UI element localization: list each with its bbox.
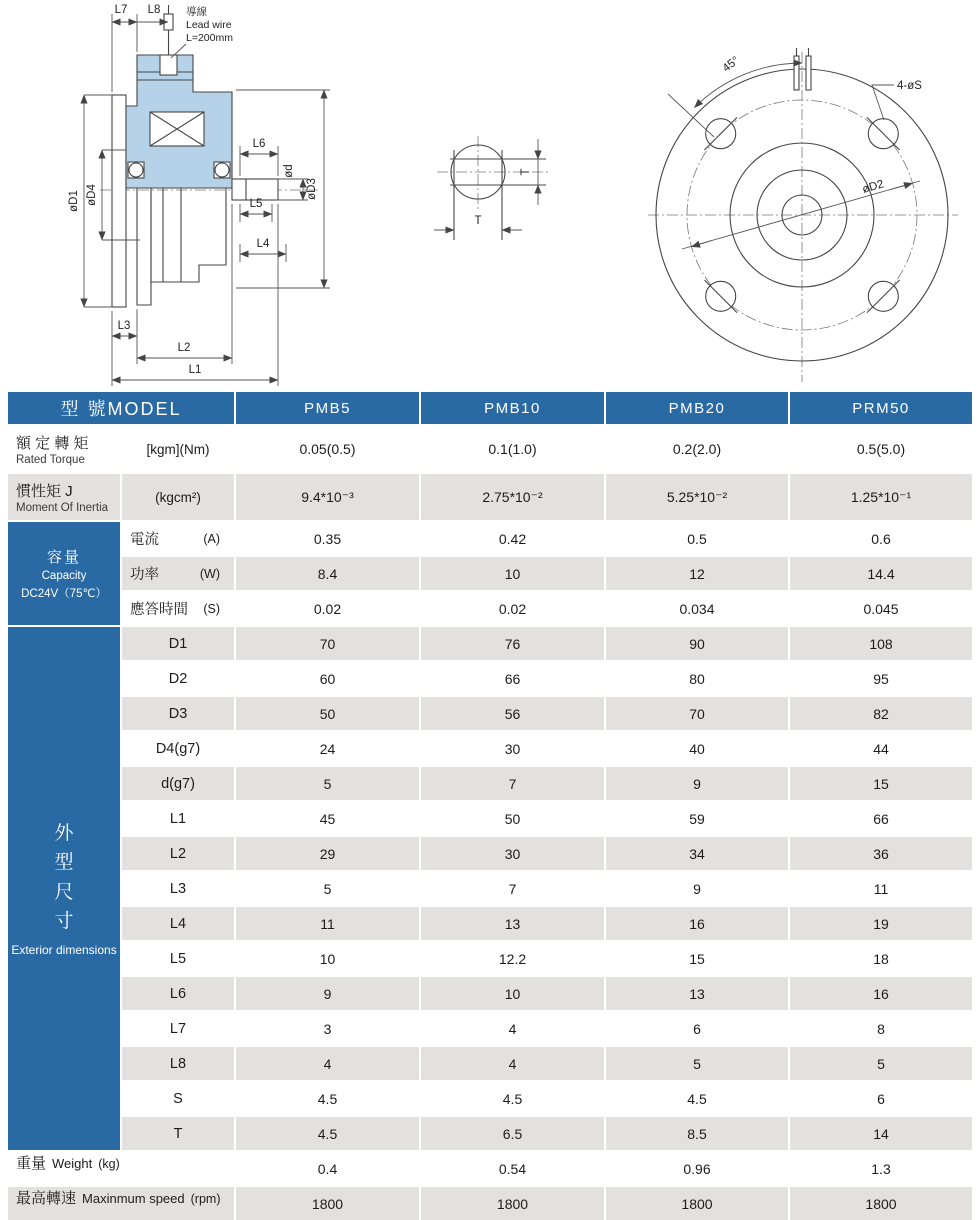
model-column-header (606, 392, 788, 424)
value: 0.1(1.0) (488, 441, 537, 457)
value-cell (606, 1117, 788, 1150)
value-cell (790, 592, 972, 625)
value-cell (606, 872, 788, 905)
dim-label-4-os: 4-øS (897, 80, 922, 92)
capacity-row-label (122, 592, 234, 625)
value: 12 (689, 565, 705, 582)
value-cell (236, 907, 419, 940)
value-cell (236, 592, 419, 625)
dimension-row-label (122, 627, 234, 660)
value: 82 (873, 705, 889, 722)
technical-drawings (0, 0, 980, 392)
capacity-row-label-cn: 功率 (130, 567, 159, 583)
value-cell (421, 1012, 604, 1045)
capacity-row-label-cn: 電流 (130, 532, 159, 548)
dim-label-l5: L5 (249, 198, 263, 210)
value: 56 (504, 705, 521, 722)
capacity-label-cn: 容量 (46, 549, 81, 566)
dim-label-l6: L6 (252, 138, 266, 150)
dim-label-od1: øD1 (68, 190, 80, 212)
model-column-header (790, 392, 972, 424)
value-cell (606, 522, 788, 555)
value-cell (421, 426, 604, 472)
model-header-cell (8, 392, 234, 424)
value: 15 (689, 950, 705, 967)
model-column-header (236, 392, 419, 424)
dimension-symbol: L5 (169, 950, 187, 967)
value: 24 (319, 740, 336, 757)
value-cell (606, 592, 788, 625)
value: 0.5(5.0) (856, 441, 906, 457)
value-cell (606, 1047, 788, 1080)
dimension-symbol: D4(g7) (155, 740, 201, 757)
lead-wire-label-en: Lead wire (186, 19, 232, 31)
value-cell (606, 697, 788, 730)
value-cell (606, 732, 788, 765)
capacity-row-unit: (W) (199, 566, 220, 581)
value-cell (421, 977, 604, 1010)
value: 5 (323, 775, 332, 792)
value-cell (236, 942, 419, 975)
value-cell (606, 942, 788, 975)
value: 95 (873, 670, 889, 687)
spec-label-cn: 額 定 轉 矩 (16, 435, 89, 452)
value-cell (606, 1082, 788, 1115)
dim-label-t-bottom: T (474, 215, 482, 227)
value: 30 (504, 740, 521, 757)
dimension-symbol: D3 (168, 705, 188, 722)
value-cell (606, 837, 788, 870)
value-cell (790, 837, 972, 870)
value-cell (790, 557, 972, 590)
value-cell (606, 802, 788, 835)
value-cell (421, 907, 604, 940)
value: 6 (877, 1090, 885, 1107)
value: 30 (504, 845, 521, 862)
value-cell (236, 627, 419, 660)
lead-wire-length-label: L=200mm (186, 32, 233, 44)
value: 10 (319, 950, 336, 967)
value-cell (606, 1187, 788, 1220)
footer-row-label (8, 1152, 234, 1185)
spec-unit: (kgcm²) (155, 489, 201, 505)
value-cell (236, 732, 419, 765)
value-cell (606, 557, 788, 590)
value: 9.4*10⁻³ (301, 488, 354, 505)
drawings-svg (0, 0, 980, 392)
spec-row-label (8, 426, 120, 472)
footer-label-cn: 最高轉速 (16, 1190, 77, 1207)
value-cell (236, 837, 419, 870)
model-name: PRM50 (852, 399, 910, 417)
value-cell (790, 474, 972, 520)
specification-table (8, 392, 972, 1220)
value: 0.02 (498, 600, 527, 617)
value: 108 (869, 635, 893, 652)
dimension-row-label (122, 907, 234, 940)
value: 14 (873, 1125, 889, 1142)
footer-unit: (rpm) (190, 1192, 221, 1206)
dimension-row-label (122, 1082, 234, 1115)
dimensions-label-en: Exterior dimensions (11, 942, 117, 957)
dim-label-l8: L8 (147, 4, 161, 16)
dim-label-l3: L3 (117, 320, 131, 332)
model-name: PMB5 (304, 399, 351, 417)
value: 59 (689, 810, 705, 827)
value-cell (790, 732, 972, 765)
dim-label-l1: L1 (188, 364, 202, 376)
footer-label-en: Maxinmum speed (82, 1191, 185, 1206)
dimension-symbol: L7 (169, 1020, 187, 1037)
value-cell (606, 474, 788, 520)
value: 0.42 (498, 530, 527, 547)
value: 4.5 (317, 1090, 338, 1107)
capacity-label-en: Capacity (41, 570, 87, 582)
dim-label-l4: L4 (256, 238, 270, 250)
dim-label-l7: L7 (114, 4, 128, 16)
value-cell (790, 907, 972, 940)
dimension-row-label (122, 977, 234, 1010)
value-cell (790, 1117, 972, 1150)
spec-label-cn: 慣性矩 J (16, 483, 73, 500)
capacity-row-unit: (S) (203, 601, 220, 616)
capacity-header-cell (8, 522, 120, 625)
dim-label-t-side: T (520, 168, 532, 176)
dim-label-l2: L2 (177, 342, 191, 354)
dimension-symbol: L4 (169, 915, 187, 932)
value: 1.3 (871, 1160, 891, 1177)
value-cell (421, 697, 604, 730)
value: 1800 (311, 1195, 344, 1212)
value: 50 (319, 705, 336, 722)
value-cell (790, 426, 972, 472)
dimension-row-label (122, 1012, 234, 1045)
footer-row-label (8, 1187, 234, 1220)
capacity-row-label (122, 522, 234, 555)
value: 1800 (496, 1195, 529, 1212)
value: 0.02 (313, 600, 342, 617)
dimension-row-label (122, 697, 234, 730)
dimension-symbol: D1 (168, 635, 188, 652)
value: 7 (508, 880, 517, 897)
model-column-header (421, 392, 604, 424)
value-cell (236, 426, 419, 472)
dim-label-od4: øD4 (86, 184, 98, 206)
value-cell (790, 767, 972, 800)
value-cell (421, 522, 604, 555)
dimension-row-label (122, 1117, 234, 1150)
dimension-symbol: L6 (169, 985, 187, 1002)
value: 5 (693, 1055, 701, 1072)
value-cell (790, 942, 972, 975)
value-cell (421, 627, 604, 660)
footer-label-en: Weight (52, 1156, 93, 1171)
value: 11 (873, 880, 889, 897)
value-cell (236, 697, 419, 730)
value-cell (790, 802, 972, 835)
value: 7 (508, 775, 517, 792)
capacity-voltage-note: DC24V（75℃） (21, 588, 107, 600)
spec-label-en: Rated Torque (16, 454, 85, 466)
value: 29 (319, 845, 336, 862)
value-cell (421, 837, 604, 870)
value: 2.75*10⁻² (482, 488, 543, 505)
value-cell (606, 977, 788, 1010)
value: 45 (319, 810, 336, 827)
value: 0.05(0.5) (299, 441, 356, 457)
value-cell (790, 1152, 972, 1185)
dimension-symbol: S (173, 1090, 183, 1107)
dimension-row-label (122, 662, 234, 695)
value-cell (606, 907, 788, 940)
value-cell (421, 557, 604, 590)
value-cell (421, 1047, 604, 1080)
value: 10 (504, 565, 521, 582)
value: 66 (504, 670, 521, 687)
value-cell (236, 1152, 419, 1185)
value-cell (421, 802, 604, 835)
value-cell (790, 627, 972, 660)
value-cell (421, 732, 604, 765)
value-cell (421, 767, 604, 800)
value: 0.35 (313, 530, 342, 547)
model-header-label: 型 號MODEL (60, 399, 182, 419)
value-cell (790, 872, 972, 905)
value: 34 (689, 845, 705, 862)
value-cell (236, 767, 419, 800)
value-cell (236, 1187, 419, 1220)
value: 6.5 (502, 1125, 523, 1142)
value-cell (606, 1012, 788, 1045)
footer-unit: (kg) (98, 1157, 120, 1171)
value-cell (236, 1047, 419, 1080)
value: 40 (689, 740, 705, 757)
value-cell (421, 1187, 604, 1220)
value: 8 (877, 1020, 885, 1037)
dimension-symbol: L1 (169, 810, 187, 827)
value: 4.5 (502, 1090, 523, 1107)
dimension-row-label (122, 732, 234, 765)
value: 50 (504, 810, 521, 827)
value: 0.5 (687, 530, 707, 547)
value: 80 (689, 670, 705, 687)
value-cell (606, 426, 788, 472)
value-cell (421, 942, 604, 975)
value-cell (606, 662, 788, 695)
spec-row-unit (122, 474, 234, 520)
dimension-symbol: L3 (169, 880, 187, 897)
value-cell (790, 977, 972, 1010)
dimension-row-label (122, 942, 234, 975)
value: 0.54 (498, 1160, 527, 1177)
value: 5 (877, 1055, 885, 1072)
value: 4 (508, 1020, 517, 1037)
model-name: PMB20 (668, 399, 726, 417)
dimension-row-label (122, 837, 234, 870)
value: 0.045 (863, 600, 899, 617)
value: 16 (689, 915, 705, 932)
value: 44 (873, 740, 889, 757)
value: 18 (873, 950, 889, 967)
spec-unit: [kgm](Nm) (146, 441, 210, 457)
value-cell (790, 1047, 972, 1080)
capacity-row-unit: (A) (203, 531, 220, 546)
exterior-dimensions-header-cell (8, 627, 120, 1150)
value-cell (421, 1082, 604, 1115)
value-cell (790, 522, 972, 555)
value: 4.5 (687, 1090, 707, 1107)
value: 11 (320, 915, 335, 932)
value-cell (236, 977, 419, 1010)
dimension-symbol: L2 (169, 845, 187, 862)
shaft-section-view (434, 136, 548, 240)
value: 16 (873, 985, 889, 1002)
value: 70 (319, 635, 336, 652)
dimensions-label-cn: 外型尺寸 (54, 822, 74, 933)
lead-wire-label-cn: 導線 (186, 6, 207, 18)
value-cell (421, 662, 604, 695)
value-cell (236, 1117, 419, 1150)
value: 9 (693, 775, 701, 792)
value-cell (236, 522, 419, 555)
spec-row-unit (122, 426, 234, 472)
dimension-symbol: d(g7) (161, 775, 195, 792)
value-cell (606, 767, 788, 800)
value: 4 (323, 1055, 332, 1072)
dimension-row-label (122, 767, 234, 800)
value-cell (236, 872, 419, 905)
value: 9 (693, 880, 701, 897)
dimension-symbol: T (173, 1125, 183, 1142)
value: 36 (873, 845, 889, 862)
value-cell (790, 697, 972, 730)
capacity-row-label (122, 557, 234, 590)
value: 0.96 (683, 1160, 711, 1177)
value-cell (606, 1152, 788, 1185)
value: 5 (323, 880, 332, 897)
value: 5.25*10⁻² (666, 488, 728, 505)
value: 13 (504, 915, 521, 932)
value: 8.4 (317, 565, 338, 582)
value-cell (236, 1012, 419, 1045)
value-cell (421, 872, 604, 905)
value: 1800 (865, 1195, 897, 1212)
value-cell (421, 474, 604, 520)
value: 6 (693, 1020, 701, 1037)
value: 4 (508, 1055, 517, 1072)
dim-label-od3: øD3 (306, 178, 318, 200)
value: 0.6 (871, 530, 891, 547)
value: 0.2(2.0) (672, 441, 722, 457)
value: 90 (689, 635, 705, 652)
value: 3 (323, 1020, 332, 1037)
value-cell (421, 1152, 604, 1185)
value-cell (606, 627, 788, 660)
footer-label-cn: 重量 (16, 1155, 47, 1172)
value-cell (236, 1082, 419, 1115)
value-cell (790, 1082, 972, 1115)
dimension-row-label (122, 1047, 234, 1080)
value: 76 (504, 635, 521, 652)
front-view (648, 48, 958, 382)
value: 60 (319, 670, 336, 687)
dimension-row-label (122, 802, 234, 835)
value-cell (236, 802, 419, 835)
value-cell (421, 592, 604, 625)
value: 1800 (681, 1195, 713, 1212)
value-cell (236, 662, 419, 695)
value-cell (790, 662, 972, 695)
value-cell (236, 474, 419, 520)
value: 70 (689, 705, 705, 722)
value-cell (236, 557, 419, 590)
value: 15 (873, 775, 889, 792)
side-section-view (68, 4, 330, 386)
value: 0.034 (679, 600, 715, 617)
value: 13 (689, 985, 705, 1002)
spec-label-en: Moment Of Inertia (16, 502, 109, 514)
value: 4.5 (317, 1125, 338, 1142)
spec-row-label (8, 474, 120, 520)
value: 10 (504, 985, 521, 1002)
value: 8.5 (687, 1125, 707, 1142)
dim-label-45deg: 45° (720, 54, 742, 75)
model-name: PMB10 (484, 399, 541, 417)
value: 19 (873, 915, 889, 932)
dimension-row-label (122, 872, 234, 905)
value-cell (790, 1187, 972, 1220)
value: 0.4 (317, 1160, 338, 1177)
dimension-symbol: D2 (168, 670, 188, 687)
value: 9 (323, 985, 332, 1002)
dim-label-od: ød (283, 164, 295, 178)
value: 1.25*10⁻¹ (850, 488, 912, 505)
value: 12.2 (498, 950, 527, 967)
dimension-symbol: L8 (169, 1055, 187, 1072)
value: 14.4 (867, 565, 895, 582)
value-cell (421, 1117, 604, 1150)
capacity-row-label-cn: 應答時間 (130, 602, 188, 618)
dim-label-od2: øD2 (861, 178, 886, 196)
value: 66 (873, 810, 889, 827)
value-cell (790, 1012, 972, 1045)
